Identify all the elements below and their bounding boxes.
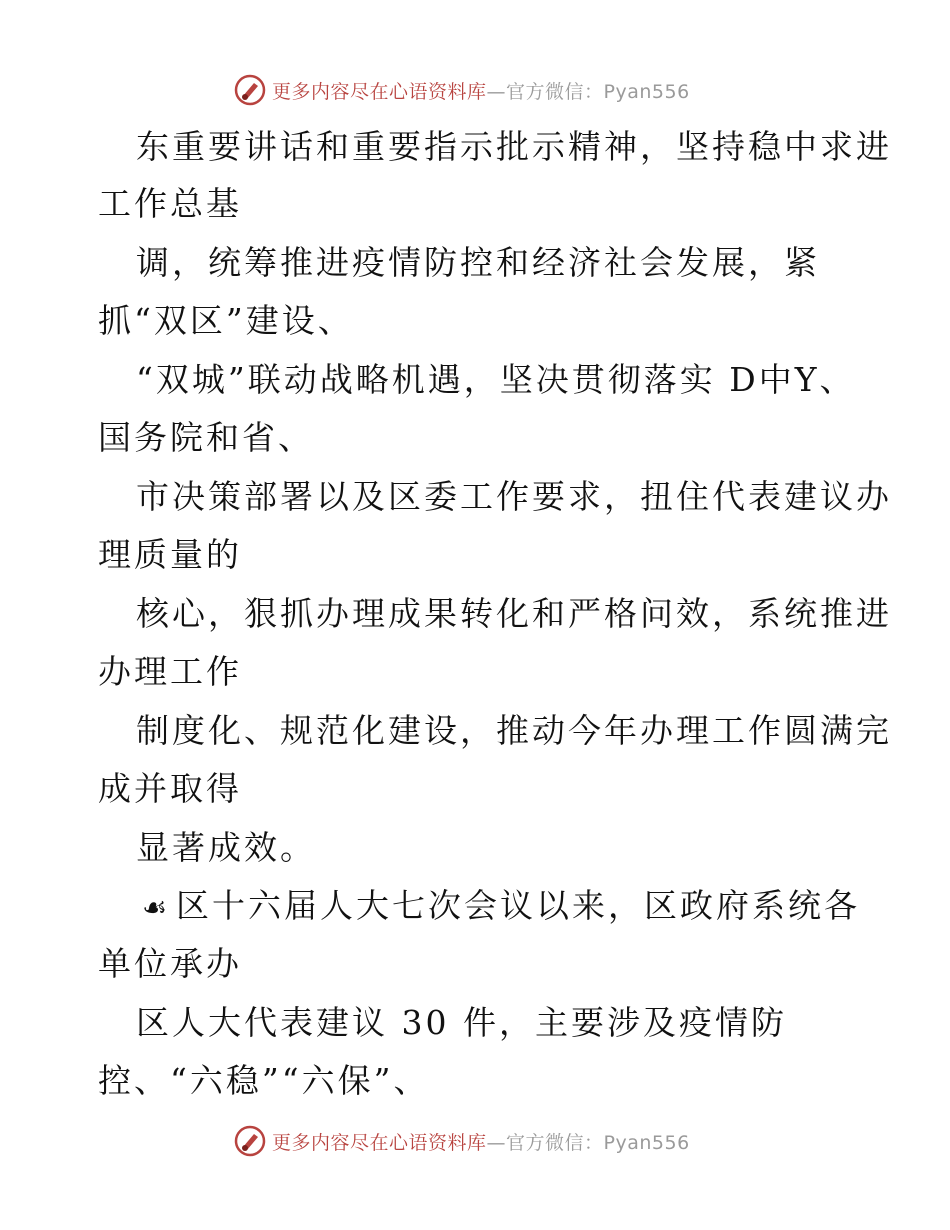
body-line: 抓“双区”建设、 <box>98 301 354 340</box>
body-line-text: 区十六届人大七次会议以来，区政府系统各 <box>176 886 860 925</box>
footer-watermark <box>234 1124 690 1158</box>
body-line: 工作总基 <box>98 184 242 223</box>
body-line: 调，统筹推进疫情防控和经济社会发展，紧 <box>136 243 820 282</box>
body-line-with-bullet <box>136 886 860 928</box>
header-watermark <box>234 73 690 107</box>
body-line: 制度化、规范化建设，推动今年办理工作圆满完 <box>136 711 892 750</box>
watermark-wechat: —官方微信：Pyan556 <box>486 80 690 103</box>
body-line: 显著成效。 <box>136 828 316 867</box>
body-line: 成并取得 <box>98 769 242 808</box>
body-line: 区人大代表建议 30 件，主要涉及疫情防 <box>136 1003 787 1042</box>
body-line: 核心，狠抓办理成果转化和严格问效，系统推进 <box>136 594 892 633</box>
watermark-wechat: —官方微信：Pyan556 <box>486 1131 690 1154</box>
fleuron-bullet-icon: ☙ <box>141 891 171 924</box>
body-line: 东重要讲话和重要指示批示精神，坚持稳中求进 <box>136 127 892 166</box>
body-line: 控、“六稳”“六保”、 <box>98 1061 430 1100</box>
body-line: 理质量的 <box>98 535 242 574</box>
body-line: 市决策部署以及区委工作要求，扭住代表建议办 <box>136 477 892 516</box>
body-line: 单位承办 <box>98 944 242 983</box>
watermark-text: 更多内容尽在心语资料库 <box>272 1131 487 1154</box>
logo-icon <box>234 74 266 106</box>
body-line: 国务院和省、 <box>98 418 314 457</box>
logo-icon <box>234 1125 266 1157</box>
watermark-text: 更多内容尽在心语资料库 <box>272 80 487 103</box>
body-line: 办理工作 <box>98 652 242 691</box>
body-line: “双城”联动战略机遇，坚决贯彻落实 D中Y、 <box>136 360 856 399</box>
